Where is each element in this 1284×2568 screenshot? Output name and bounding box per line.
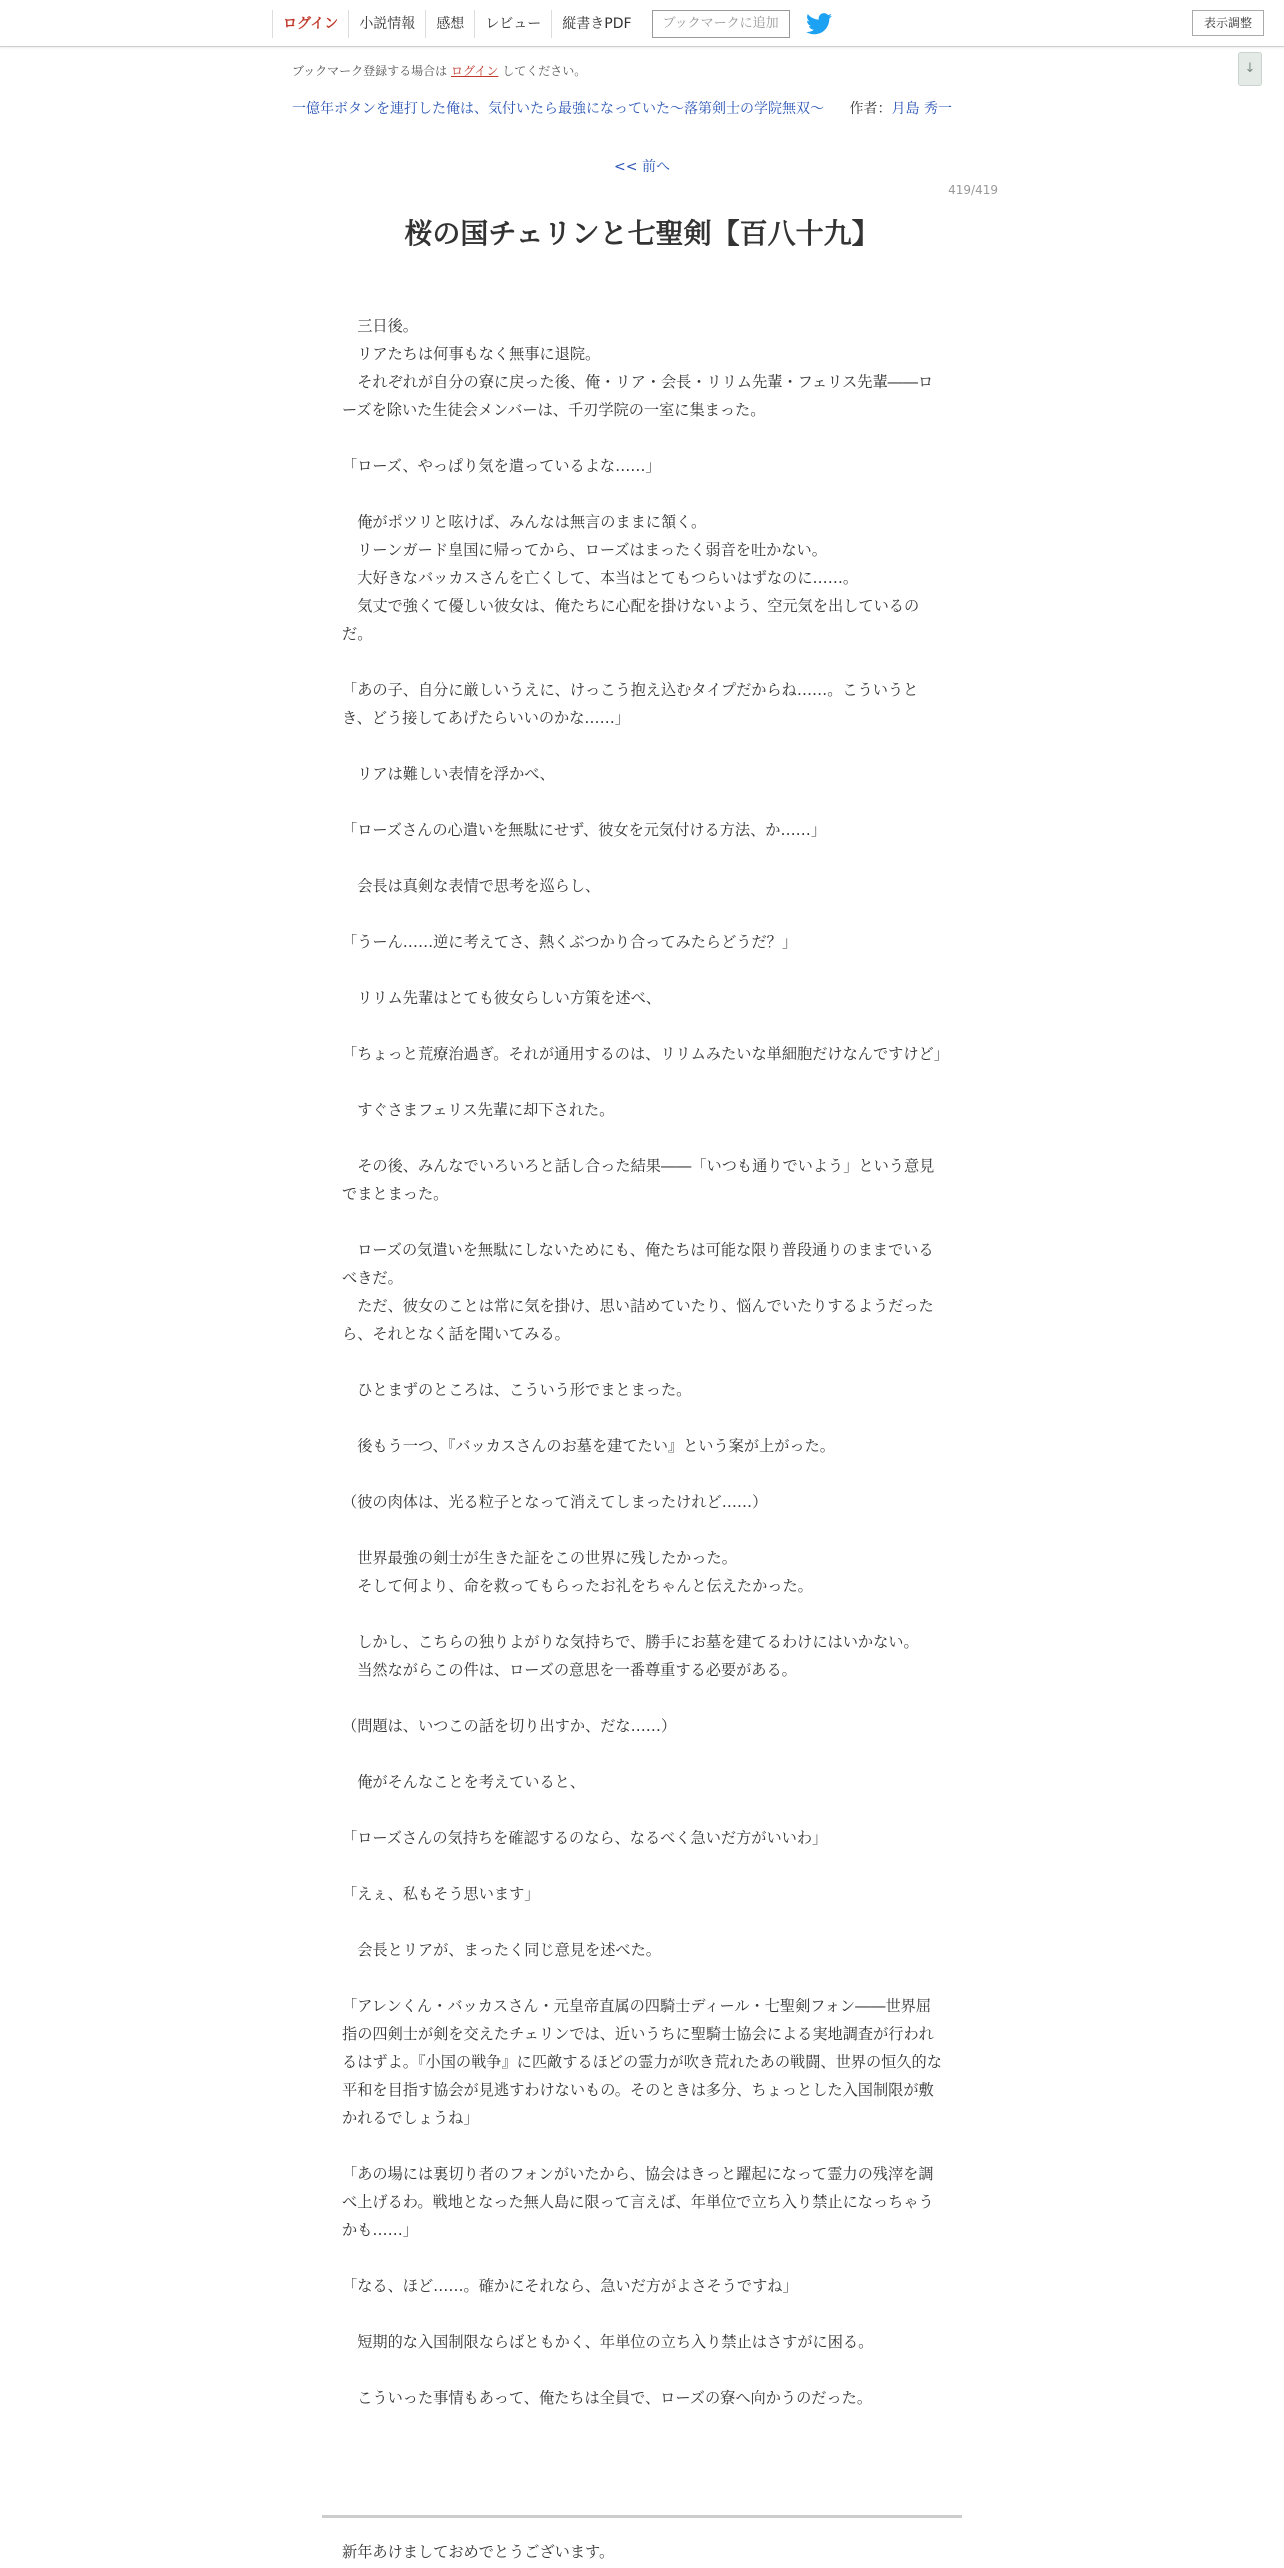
body-line: 「うーん……逆に考えてさ、熱くぶつかり合ってみたらどうだ？」 — [342, 933, 798, 951]
body-line: しかし、こちらの独りよがりな気持ちで、勝手にお墓を建てるわけにはいかない。 — [342, 1633, 919, 1651]
body-line — [342, 1740, 942, 1768]
body-line — [342, 2300, 942, 2328]
twitter-icon[interactable] — [806, 13, 832, 35]
body-line: （問題は、いつこの話を切り出すか、だな……） — [342, 1717, 677, 1735]
login-note-prefix: ブックマーク登録する場合は — [292, 64, 448, 78]
body-line: 大好きなバッカスさんを亡くして、本当はとてもつらいはずなのに……。 — [342, 569, 859, 587]
body-line: 「アレンくん・バッカスさん・元皇帝直属の四騎士ディール・七聖剣フォン――世界屈指の四剣士が剣を交えたチェリンでは、近いうちに聖騎士協会による実地調査が行われるはずよ。『小国の戦争』に匹敵するほどの霊力が吹き荒れたあの戦闘、世界の恒久的な平和を目指す協会が見逃すわけないもの。そのときは多分、ちょっとした入国制限が敷かれるでしょうね」 — [342, 1997, 942, 2127]
body-line — [342, 1600, 942, 1628]
body-line — [342, 1460, 942, 1488]
nav-review[interactable]: レビュー — [474, 10, 551, 38]
series-info — [292, 98, 952, 118]
body-line — [342, 1684, 942, 1712]
add-bookmark-button[interactable]: ブックマークに追加 — [652, 10, 790, 38]
body-line — [342, 480, 942, 508]
login-note-suffix: してください。 — [502, 64, 587, 78]
body-line — [342, 788, 942, 816]
twitter-bird-icon — [806, 13, 832, 35]
afterword-divider — [322, 2515, 962, 2518]
body-line: そして何より、命を救ってもらったお礼をちゃんと伝えたかった。 — [342, 1577, 813, 1595]
body-line — [342, 1348, 942, 1376]
body-line — [342, 844, 942, 872]
nav-impressions[interactable]: 感想 — [425, 10, 474, 38]
body-line — [342, 1124, 942, 1152]
body-line: 俺がそんなことを考えていると、 — [342, 1773, 585, 1791]
body-line — [342, 1852, 942, 1880]
nav-novel-info[interactable]: 小説情報 — [348, 10, 425, 38]
body-line: リリム先輩はとても彼女らしい方策を述べ、 — [342, 989, 661, 1007]
body-line — [342, 1964, 942, 1992]
body-line — [342, 900, 942, 928]
body-line — [342, 732, 942, 760]
scroll-down-button[interactable]: ↓ — [1238, 52, 1262, 86]
body-line: 「えぇ、私もそう思います」 — [342, 1885, 540, 1903]
body-line: 「ローズさんの心遣いを無駄にせず、彼女を元気付ける方法、か……」 — [342, 821, 827, 839]
body-line: リーンガード皇国に帰ってから、ローズはまったく弱音を吐かない。 — [342, 541, 827, 559]
body-line: それぞれが自分の寮に戻った後、俺・リア・会長・リリム先輩・フェリス先輩――ローズを除いた生徒会メンバーは、千刃学院の一室に集まった。 — [342, 373, 934, 419]
prev-nav — [0, 156, 1284, 176]
body-line: 「あの場には裏切り者のフォンがいたから、協会はきっと躍起になって霊力の残滓を調べ上げるわ。戦地となった無人島に限って言えば、年単位で立ち入り禁止になっちゃうかも……」 — [342, 2165, 934, 2239]
body-line — [342, 2244, 942, 2272]
body-line — [342, 648, 942, 676]
login-note-link[interactable]: ログイン — [451, 64, 499, 78]
body-line — [342, 1796, 942, 1824]
login-note — [292, 62, 586, 79]
series-title-link[interactable]: 一億年ボタンを連打した俺は、気付いたら最強になっていた～落第剣士の学院無双～ — [292, 101, 824, 117]
body-line: 後もう一つ、『バッカスさんのお墓を建てたい』という案が上がった。 — [342, 1437, 835, 1455]
novel-body — [342, 312, 949, 2412]
body-line: 「なる、ほど……。確かにそれなら、急いだ方がよさそうですね」 — [342, 2277, 798, 2295]
body-line: 当然ながらこの件は、ローズの意思を一番尊重する必要がある。 — [342, 1661, 797, 1679]
body-line: 会長は真剣な表情で思考を巡らし、 — [342, 877, 601, 895]
body-line: その後、みんなでいろいろと話し合った結果――「いつも通りでいよう」という意見でまとまった。 — [342, 1157, 935, 1203]
body-line: ローズの気遣いを無駄にしないためにも、俺たちは可能な限り普段通りのままでいるべきだ。 — [342, 1241, 934, 1287]
display-settings-button[interactable]: 表示調整 — [1192, 10, 1264, 36]
body-line: 「ちょっと荒療治過ぎ。それが通用するのは、リリムみたいな単細胞だけなんですけど」 — [342, 1045, 949, 1063]
body-line: ただ、彼女のことは常に気を掛け、思い詰めていたり、悩んでいたりするようだったら、それとなく話を聞いてみる。 — [342, 1297, 934, 1343]
body-line: 三日後。 — [342, 317, 418, 335]
body-line — [342, 956, 942, 984]
body-line: 俺がポツリと呟けば、みんなは無言のままに頷く。 — [342, 513, 707, 531]
body-line — [342, 2356, 942, 2384]
body-line: リアたちは何事もなく無事に退院。 — [342, 345, 601, 363]
body-line — [342, 2132, 942, 2160]
body-line: 「ローズさんの気持ちを確認するのなら、なるべく急いだ方がいいわ」 — [342, 1829, 828, 1847]
page-count: 419/419 — [948, 183, 998, 197]
body-line: ひとまずのところは、こういう形でまとまった。 — [342, 1381, 692, 1399]
body-line: 会長とリアが、まったく同じ意見を述べた。 — [342, 1941, 661, 1959]
author-label: 作者： — [849, 101, 892, 117]
body-line — [342, 1208, 942, 1236]
body-line: 短期的な入国制限ならばともかく、年単位の立ち入り禁止はさすがに困る。 — [342, 2333, 874, 2351]
body-line — [342, 1068, 942, 1096]
prev-link[interactable]: << 前へ — [614, 159, 670, 175]
author-link[interactable]: 月島 秀一 — [891, 101, 952, 117]
body-line — [342, 1012, 942, 1040]
body-line — [342, 1908, 942, 1936]
body-line: 「ローズ、やっぱり気を遣っているよな……」 — [342, 457, 661, 475]
body-line: （彼の肉体は、光る粒子となって消えてしまったけれど……） — [342, 1493, 768, 1511]
nav-login[interactable]: ログイン — [272, 10, 348, 38]
body-line — [342, 1404, 942, 1432]
body-line: こういった事情もあって、俺たちは全員で、ローズの寮へ向かうのだった。 — [342, 2389, 873, 2407]
afterword-text: 新年あけましておめでとうございます。 — [342, 2543, 615, 2561]
body-line — [342, 1516, 942, 1544]
body-line: 「あの子、自分に厳しいうえに、けっこう抱え込むタイプだからね……。こういうとき、どう接してあげたらいいのかな……」 — [342, 681, 919, 727]
body-line — [342, 424, 942, 452]
top-bar — [0, 0, 1284, 47]
body-line: すぐさまフェリス先輩に却下された。 — [342, 1101, 615, 1119]
nav-vertical-pdf[interactable]: 縦書きPDF — [551, 10, 641, 38]
body-line: 気丈で強くて優しい彼女は、俺たちに心配を掛けないよう、空元気を出しているのだ。 — [342, 597, 920, 643]
main-nav — [272, 10, 832, 38]
body-line: 世界最強の剣士が生きた証をこの世界に残したかった。 — [342, 1549, 737, 1567]
author-info — [850, 98, 952, 118]
chapter-title: 桜の国チェリンと七聖剣【百八十九】 — [404, 217, 880, 250]
body-line: リアは難しい表情を浮かべ、 — [342, 765, 555, 783]
